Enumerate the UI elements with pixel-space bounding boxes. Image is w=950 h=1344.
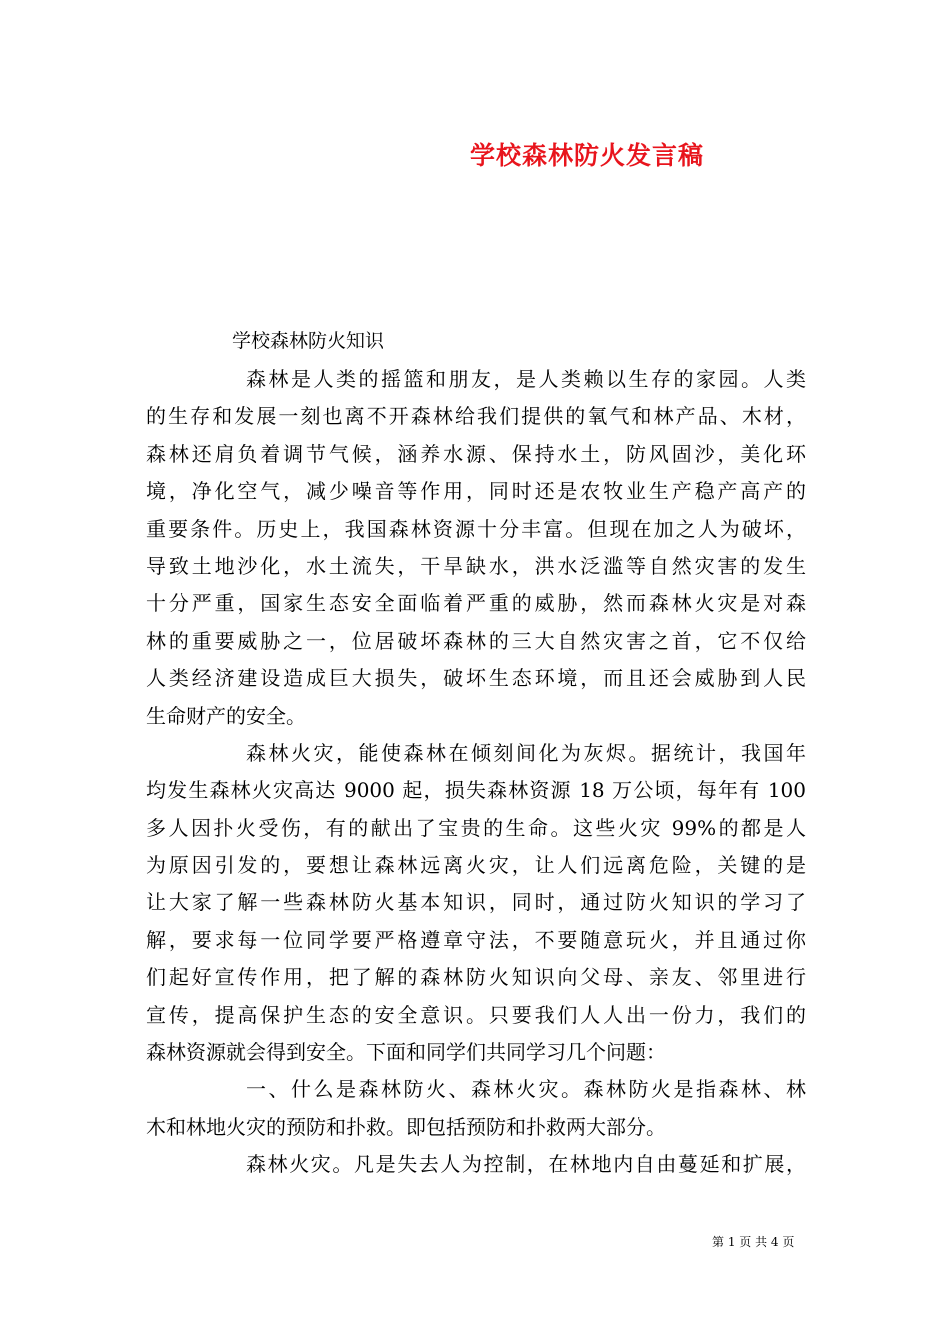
text-line: 导致土地沙化，水土流失，干旱缺水，洪水泛滥等自然灾害的发生 [146,553,806,578]
text-line: 森林火灾。凡是失去人为控制，在林地内自由蔓延和扩展， [246,1152,806,1177]
text-line: 重要条件。历史上，我国森林资源十分丰富。但现在加之人为破坏， [146,516,806,541]
text-line: 人类经济建设造成巨大损失，破坏生态环境，而且还会威胁到人民 [146,666,806,691]
text-line: 均发生森林火灾高达 9000 起，损失森林资源 18 万公顷，每年有 100 [146,778,806,803]
text-line: 的生存和发展一刻也离不开森林给我们提供的氧气和林产品、木材， [146,404,806,429]
text-line: 木和林地火灾的预防和扑救。即包括预防和扑救两大部分。 [146,1114,666,1139]
text-line: 为原因引发的，要想让森林远离火灾，让人们远离危险，关键的是 [146,853,806,878]
text-line: 十分严重，国家生态安全面临着严重的威胁，然而森林火灾是对森 [146,591,806,616]
text-line: 境，净化空气，减少噪音等作用，同时还是农牧业生产稳产高产的 [146,479,806,504]
body-text [146,361,806,1184]
text-line: 生命财产的安全。 [146,703,306,728]
text-line: 森林还肩负着调节气候，涵养水源、保持水土，防风固沙，美化环 [146,441,806,466]
text-line: 解，要求每一位同学要严格遵章守法，不要随意玩火，并且通过你 [146,927,806,952]
text-line: 森林是人类的摇篮和朋友，是人类赖以生存的家园。人类 [246,367,806,391]
text-line: 宣传，提高保护生态的安全意识。只要我们人人出一份力，我们的 [146,1002,806,1027]
text-line: 让大家了解一些森林防火基本知识，同时，通过防火知识的学习了 [146,890,806,915]
text-line: 森林火灾，能使森林在倾刻间化为灰烬。据统计，我国年 [246,740,806,765]
section-heading: 学校森林防火知识 [232,330,385,352]
text-line: 林的重要威胁之一，位居破坏森林的三大自然灾害之首，它不仅给 [146,628,806,653]
text-line: 们起好宣传作用，把了解的森林防火知识向父母、亲友、邻里进行 [146,965,806,990]
text-line: 森林资源就会得到安全。下面和同学们共同学习几个问题： [146,1040,666,1065]
text-line: 多人因扑火受伤，有的献出了宝贵的生命。这些火灾 99%的都是人 [146,815,806,840]
text-line: 一、什么是森林防火、森林火灾。森林防火是指森林、林 [246,1077,806,1102]
page-number: 第 1 页 共 4 页 [712,1235,795,1249]
document-title: 学校森林防火发言稿 [470,141,705,170]
